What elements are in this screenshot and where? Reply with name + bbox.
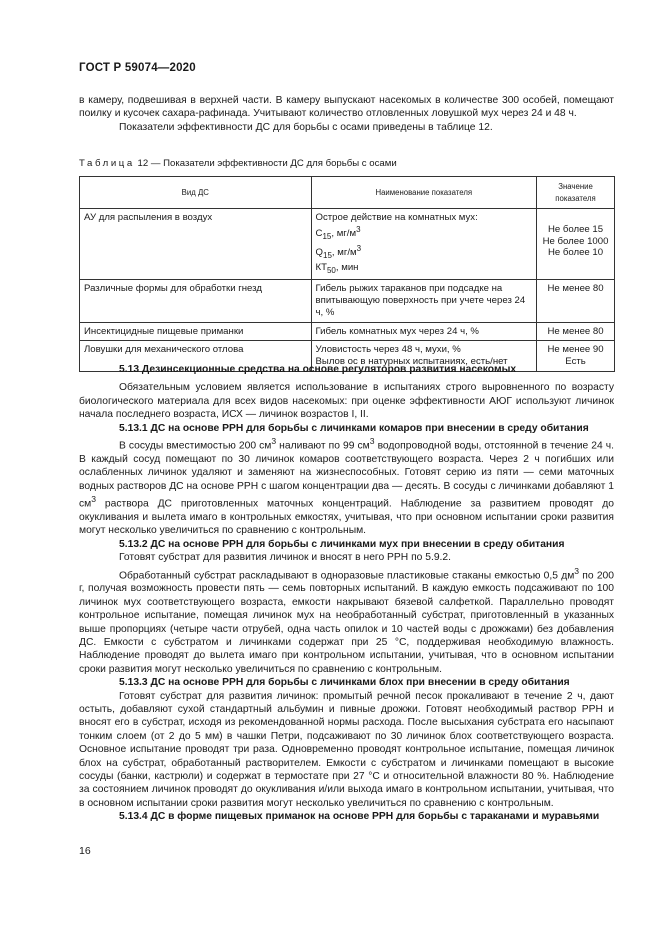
intro-text <box>79 94 614 134</box>
page-number: 16 <box>79 845 91 857</box>
section-paragraph: Готовят субстрат для развития личинок: промытый речной песок прокаливают в течение 2 ч, дают остыть, добавляют сухой стандартный альбумин и пивные дрожжи. Готовят необходимый раствор РРН и вносят его в субстрат, исходя из рекомендованной нормы расхода. После высыхания субстрата его насыпают тонким слоем (от 2 до 5 мм) в чашки Петри, подсаживают по 30 личинок блох соответствующего возраста. Основное испытание проводят три раза. Одновременно проводят контрольное испытание, помещая личинок блох на субстрат, обработанный растворителем. Емкости с субстратом и личинками помещают в высокие сосуды (банки, кастрюли) и содержат в термостате при 27 °С и относительной влажности 80 %. Наблюдение за состоянием личинок проводят до окукливания и/или выхода имаго в контрольном испытании, учитывая, что в основном испытании сроки развития могут несколько увеличиться по сравнению с контрольным. <box>79 690 614 809</box>
section-paragraph: Готовят субстрат для развития личинок и вносят в него РРН по 5.9.2. <box>119 552 451 564</box>
section-heading: 5.13 Дезинсекционные средства на основе регуляторов развития насекомых <box>119 364 517 375</box>
indicator-line: Вылов ос в натурных испытаниях, есть/нет <box>315 356 508 368</box>
cell-value: Не менее 80 <box>537 322 615 341</box>
indicator-line <box>316 262 533 277</box>
section-paragraph <box>79 565 614 677</box>
cell-type: Инсектицидные пищевые приманки <box>80 322 312 341</box>
value-line: Не более 1000 <box>542 235 609 247</box>
table-row <box>80 209 615 280</box>
indicator-line <box>316 224 533 243</box>
indicator-line: Уловистость через 48 ч, мухи, % <box>315 344 461 356</box>
cell-indicator: Гибель рыжих тараканов при подсадке на впитывающую поверхность при учете через 24 ч, % <box>311 280 537 322</box>
table-header-row <box>80 177 615 209</box>
superscript: 3 <box>91 494 97 505</box>
subsection-heading: 5.13.4 ДС в форме пищевых приманок на основе РРН для борьбы с тараканами и муравьями <box>119 811 600 823</box>
text-run: наливают по 99 см <box>276 440 370 452</box>
text-run: В сосуды вместимостью 200 см <box>119 440 272 452</box>
table-caption-title: 12 — Показатели эффективности ДС для борьбы с осами <box>134 158 397 169</box>
value-line: Есть <box>565 356 586 368</box>
indicator-line <box>316 243 533 262</box>
superscript: 3 <box>574 565 580 576</box>
document-header: ГОСТ Р 59074—2020 <box>79 62 196 74</box>
unit: , мг/м <box>331 227 357 239</box>
table-row <box>80 322 615 341</box>
cell-indicator <box>311 209 537 280</box>
superscript: 3 <box>271 436 277 447</box>
cell-value <box>537 209 615 280</box>
column-header-indicator: Наименование показателя <box>311 177 537 209</box>
superscript: 3 <box>369 436 375 447</box>
subsection-heading: 5.13.3 ДС на основе РРН для борьбы с личинками блох при внесении в среду обитания <box>119 677 570 689</box>
unit: , мин <box>335 261 359 273</box>
subscript: 50 <box>326 265 336 275</box>
cell-type: АУ для распыления в воздух <box>80 209 312 280</box>
section-paragraph <box>79 435 614 538</box>
table-row <box>80 280 615 322</box>
value-line: Не более 10 <box>547 247 604 259</box>
indicators-table <box>79 176 615 372</box>
intro-paragraph-2: Показатели эффективности ДС для борьбы с осами приведены в таблице 12. <box>119 121 493 133</box>
symbol: С <box>315 227 323 239</box>
intro-paragraph-1: в камеру, подвешивая в верхней части. В камеру выпускают насекомых в количестве 300 особей, помещают поилку и кусочек сахара-рафинада. Учитывают количество отловленных ловушкой мух через 24 и 48 ч. <box>79 95 614 120</box>
subsection-heading: 5.13.2 ДС на основе РРН для борьбы с личинками мух при внесении в среду обитания <box>119 538 565 550</box>
table-caption-word: Таблица <box>79 158 135 169</box>
table-caption <box>79 158 397 169</box>
text-run: раствора ДС приготовленных маточных концентраций. Наблюдение за развитием проводят до окукливания и вылета имаго в контрольных емкостях, учитывая, что при основном испытании сроки развития могут несколько увеличиться по сравнению с контрольным. <box>79 498 614 537</box>
cell-indicator: Гибель комнатных мух через 24 ч, % <box>311 322 537 341</box>
section-paragraph: Обязательным условием является использование в испытаниях строго выровненного по возрасту биологического материала для всех видов насекомых: при оценке эффективности АЮГ используют личинок начала последнего возраста, ИСХ — личинок возрастов I, II. <box>79 382 614 421</box>
cell-type: Различные формы для обработки гнезд <box>80 280 312 322</box>
superscript: 3 <box>356 224 361 234</box>
subscript: 15 <box>323 250 332 260</box>
section-5-13 <box>79 363 614 824</box>
cell-type: Ловушки для механического отлова <box>80 341 312 372</box>
subsection-heading: 5.13.1 ДС на основе РРН для борьбы с личинками комаров при внесении в среду обитания <box>119 422 589 434</box>
cell-value: Не менее 80 <box>537 280 615 322</box>
unit: , мг/м <box>331 246 357 258</box>
value-line: Не менее 90 <box>547 344 604 356</box>
symbol: Q <box>315 246 323 258</box>
symbol: КТ <box>315 261 327 273</box>
value-line: Не более 15 <box>547 223 604 235</box>
text-run: Обработанный субстрат раскладывают в одноразовые пластиковые стаканы емкостью 0,5 дм <box>119 569 575 581</box>
subscript: 15 <box>322 231 332 241</box>
column-header-type: Вид ДС <box>80 177 312 209</box>
column-header-value: Значение показателя <box>537 177 615 209</box>
superscript: 3 <box>356 243 362 253</box>
text-run: водопроводной воды, отстоянной в течение 24 ч. В каждый сосуд помещают по 30 личинок комаров соответствующего возраста. Через 2 ч погибших или ослабленных личинок удаляют и заменяют на жизнеспособных. Готовят серию из пяти — семи маточных водных растворов ДС на основе РРН с шагом концентрации два — десять. В сосуды с личинками добавляют 1 см <box>79 440 614 510</box>
text-run: по 200 г, получая возможность провести пять — семь повторных испытаний. В каждую емкость подсаживают по 100 личинок мух соответствующего возраста, емкости накрывают бязевой салфеткой. Параллельно проводят контрольное испытание, помещая личинок мух на необработанный субстрат, приготовленный в указанных выше пропорциях (четыре части отрубей, одна часть опилок и 10 частей воды с дрожжами) без добавления ДС. Емкости с субстратом и личинками содержат при 25 °С, поддерживая необходимую влажность. Наблюдение проводят до вылета имаго при контрольном испытании, учитывая, что в основном испытании сроки развития могут несколько увеличиться по сравнению с контрольным. <box>79 569 614 675</box>
indicator-line: Острое действие на комнатных мух: <box>315 212 478 223</box>
